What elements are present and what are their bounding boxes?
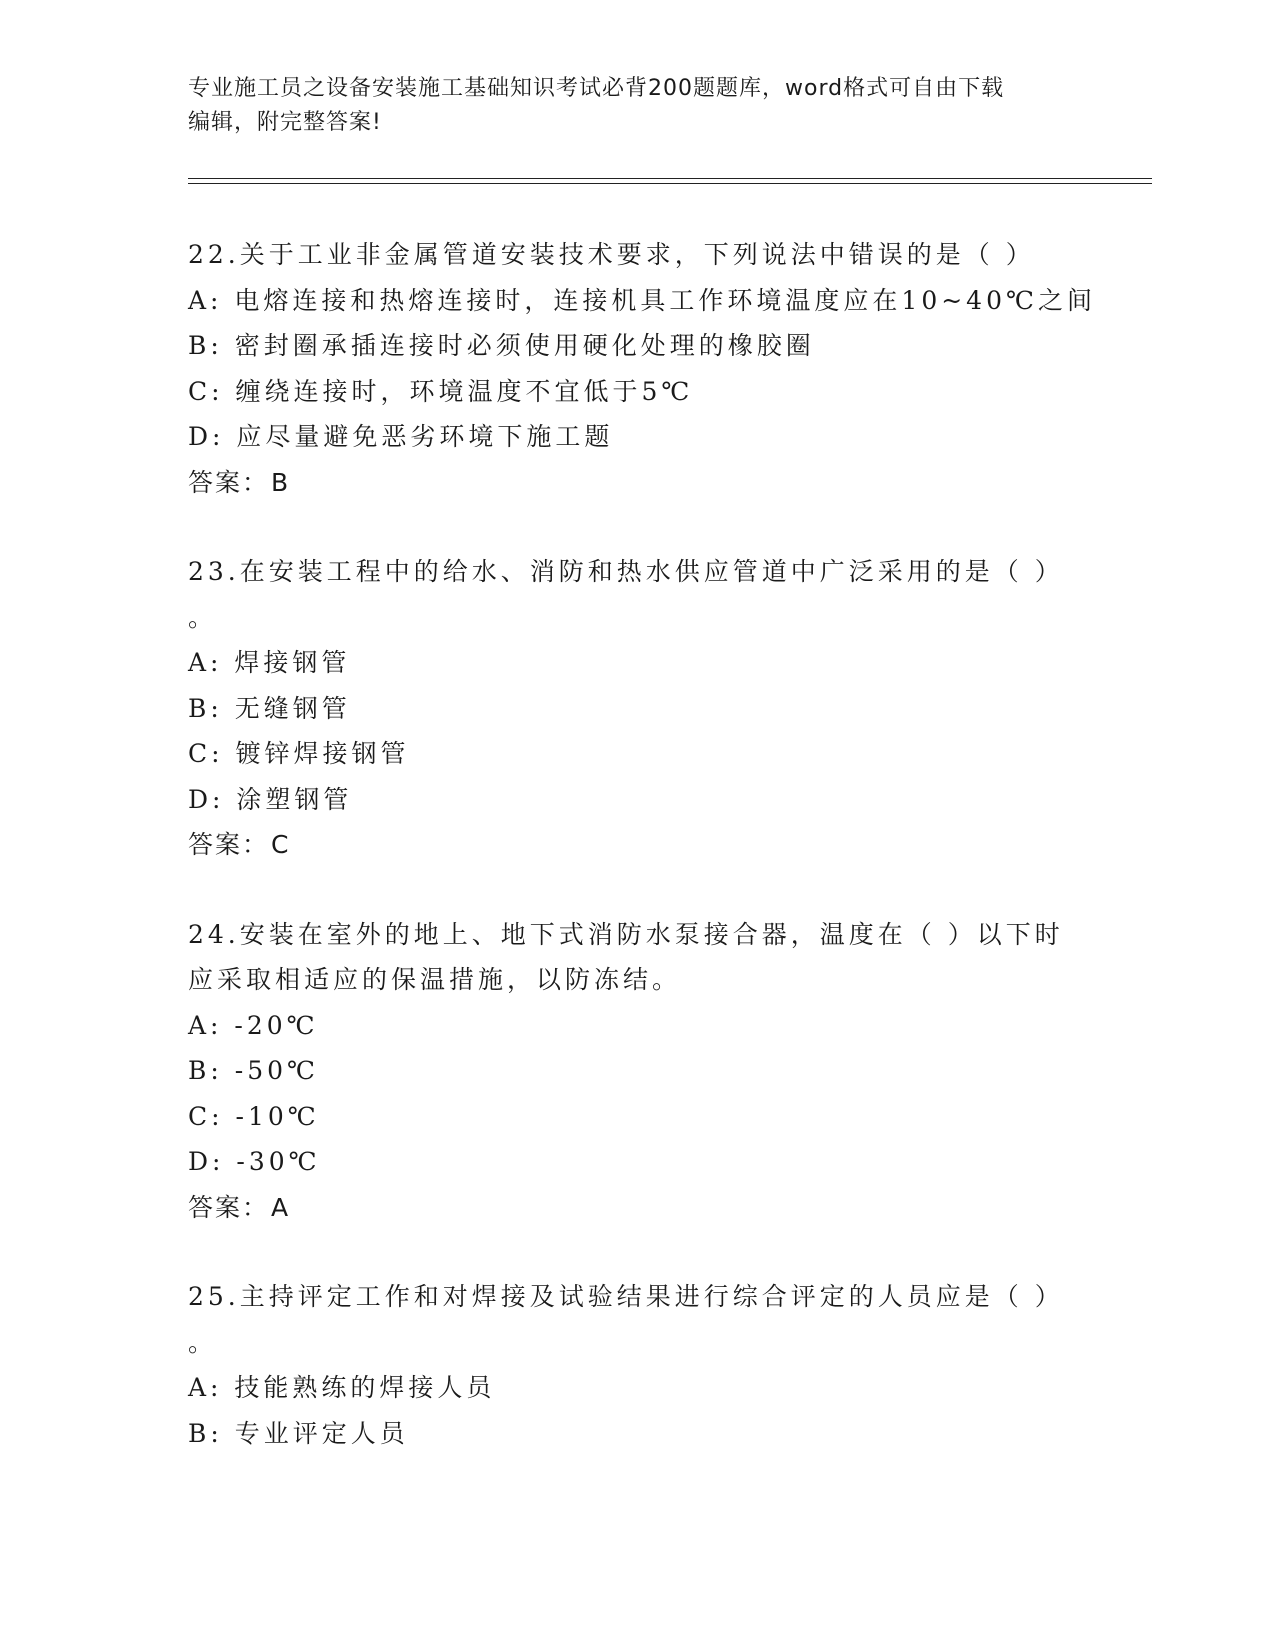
question-text: 23.在安装工程中的给水、消防和热水供应管道中广泛采用的是（ ） xyxy=(188,557,1064,586)
question-24 xyxy=(188,912,1088,1231)
option-c: C: -10℃ xyxy=(188,1101,320,1131)
question-text: 22.关于工业非金属管道安装技术要求，下列说法中错误的是（ ） xyxy=(188,240,1035,269)
question-list xyxy=(188,232,1096,1500)
document-header xyxy=(188,72,1068,140)
option-d: D: -30℃ xyxy=(188,1147,321,1176)
question-23 xyxy=(188,549,1088,868)
option-a: A: 技能熟练的焊接人员 xyxy=(188,1373,496,1402)
option-a: A: 电熔连接和热熔连接时，连接机具工作环境温度应在10~40℃之间 xyxy=(188,285,1096,315)
answer xyxy=(188,1185,1088,1231)
option-a: A: 焊接钢管 xyxy=(188,648,351,677)
answer xyxy=(188,460,1088,506)
question-text-continued: 。 xyxy=(188,1327,218,1357)
answer-value: B xyxy=(271,467,291,497)
question-text-continued: 应采取相适应的保温措施，以防冻结。 xyxy=(188,965,682,994)
option-d: D: 涂塑钢管 xyxy=(188,784,353,814)
option-a: A: -20℃ xyxy=(188,1010,319,1040)
answer xyxy=(188,822,1088,868)
question-text-continued: 。 xyxy=(188,602,218,632)
answer-value: A xyxy=(271,1192,291,1222)
header-line-1: 专业施工员之设备安装施工基础知识考试必背200题题库，word格式可自由下载 xyxy=(188,76,1005,101)
header-divider-bottom xyxy=(188,183,1152,184)
question-text: 24.安装在室外的地上、地下式消防水泵接合器，温度在（ ）以下时 xyxy=(188,919,1064,949)
answer-label: 答案： xyxy=(188,467,270,497)
question-text: 25.主持评定工作和对焊接及试验结果进行综合评定的人员应是（ ） xyxy=(188,1282,1064,1311)
option-d: D: 应尽量避免恶劣环境下施工题 xyxy=(188,422,614,451)
header-divider-top xyxy=(188,178,1152,179)
option-c: C: 缠绕连接时，环境温度不宜低于5℃ xyxy=(188,376,694,406)
header-line-2: 编辑，附完整答案! xyxy=(188,110,382,135)
answer-value: C xyxy=(271,830,291,859)
option-c: C: 镀锌焊接钢管 xyxy=(188,739,410,768)
answer-label: 答案： xyxy=(188,1192,270,1222)
answer-label: 答案： xyxy=(188,830,270,859)
option-b: B: 专业评定人员 xyxy=(188,1418,409,1448)
question-25 xyxy=(188,1274,1088,1456)
question-22 xyxy=(188,232,1096,505)
option-b: B: 密封圈承插连接时必须使用硬化处理的橡胶圈 xyxy=(188,331,815,360)
option-b: B: -50℃ xyxy=(188,1056,319,1085)
option-b: B: 无缝钢管 xyxy=(188,693,351,723)
